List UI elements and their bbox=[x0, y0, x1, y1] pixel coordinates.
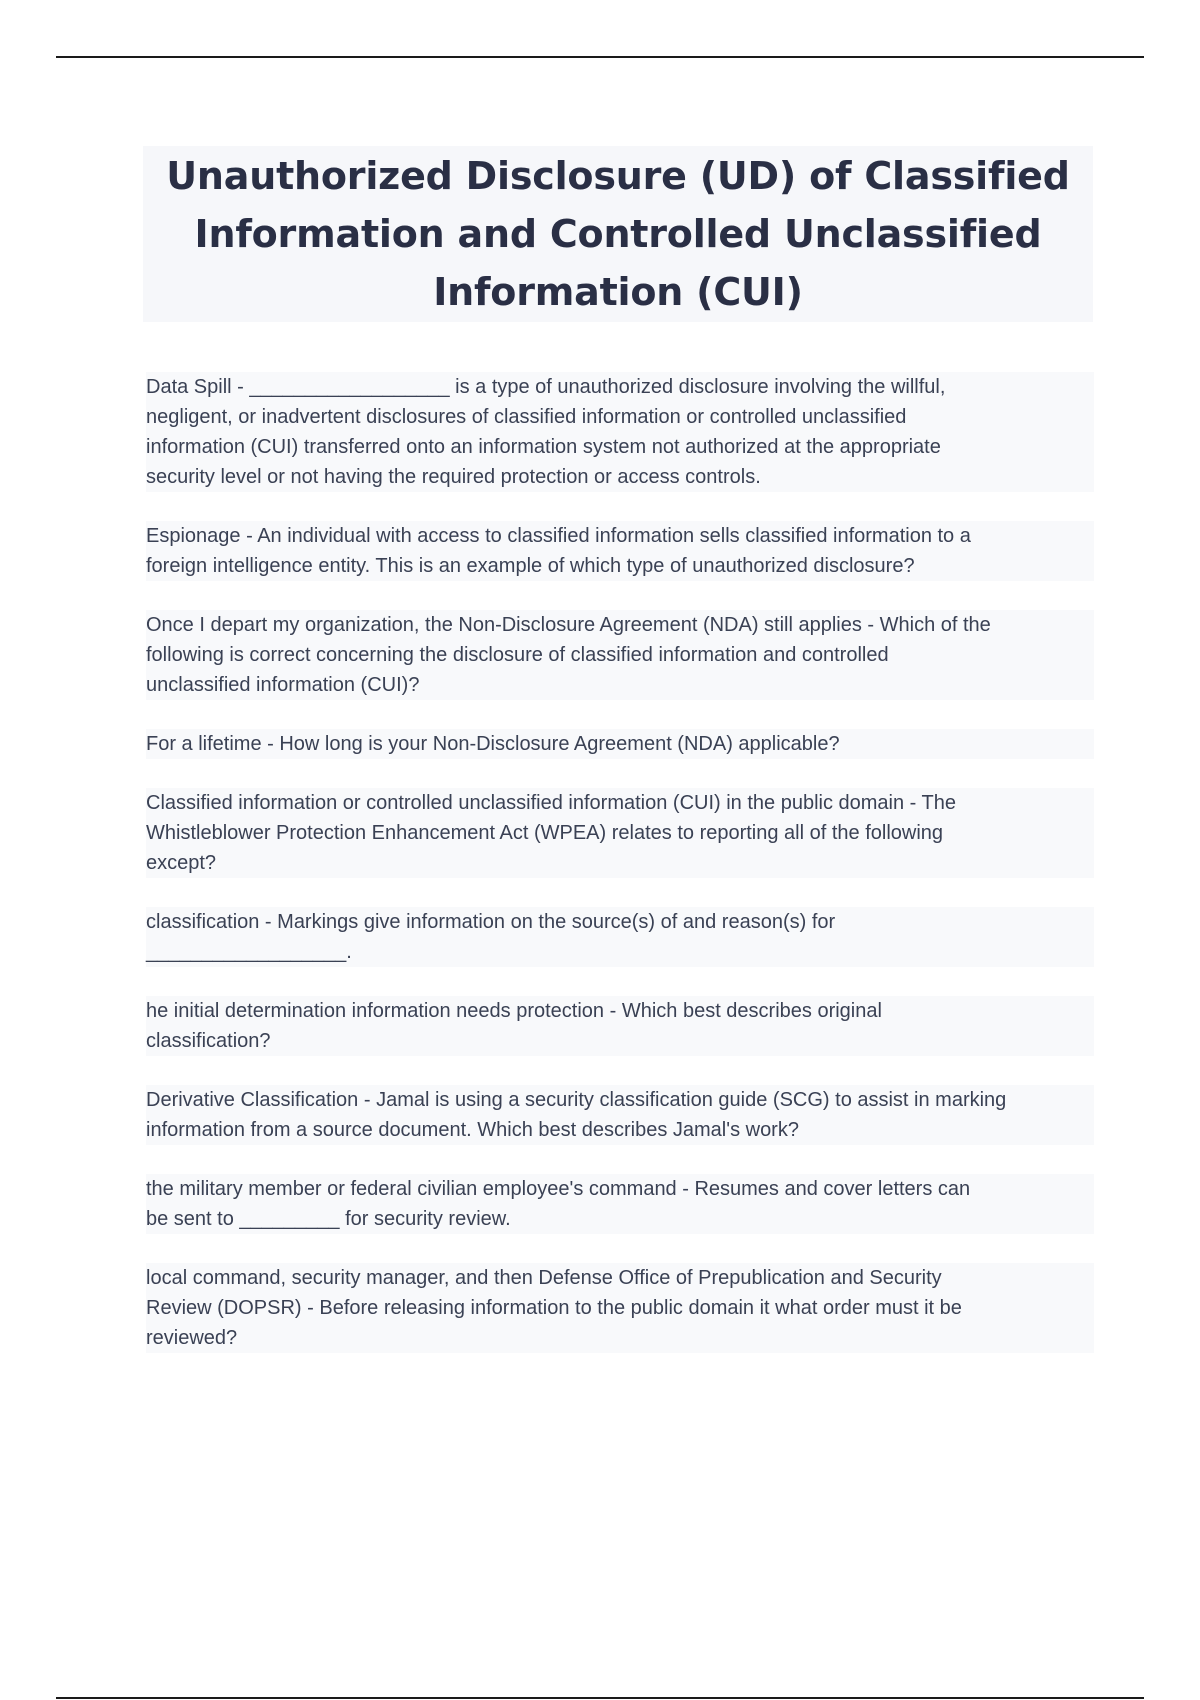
bottom-rule bbox=[56, 1697, 1144, 1699]
qa-line: Espionage - An individual with access to classified information sells classified information to a bbox=[146, 521, 1094, 551]
qa-line: Once I depart my organization, the Non-Disclosure Agreement (NDA) still applies - Which of the bbox=[146, 610, 1094, 640]
qa-line: he initial determination information needs protection - Which best describes original bbox=[146, 996, 1094, 1026]
document-title bbox=[166, 147, 1069, 321]
qa-line: For a lifetime - How long is your Non-Disclosure Agreement (NDA) applicable? bbox=[146, 729, 1094, 759]
qa-item bbox=[146, 610, 1094, 700]
qa-line: local command, security manager, and then Defense Office of Prepublication and Security bbox=[146, 1263, 1094, 1293]
top-rule bbox=[56, 56, 1144, 58]
title-line: Information (CUI) bbox=[433, 270, 803, 314]
qa-line: foreign intelligence entity. This is an example of which type of unauthorized disclosure? bbox=[146, 551, 1094, 581]
qa-item bbox=[146, 729, 1094, 759]
title-line: Information and Controlled Unclassified bbox=[194, 212, 1042, 256]
title-box bbox=[143, 146, 1093, 322]
qa-line: information from a source document. Which best describes Jamal's work? bbox=[146, 1115, 1094, 1145]
qa-line: __________________. bbox=[146, 937, 1094, 967]
qa-item bbox=[146, 1174, 1094, 1234]
qa-item bbox=[146, 1263, 1094, 1353]
qa-line: following is correct concerning the disclosure of classified information and controlled bbox=[146, 640, 1094, 670]
qa-list bbox=[146, 372, 1094, 1382]
qa-line: negligent, or inadvertent disclosures of classified information or controlled unclassified bbox=[146, 402, 1094, 432]
qa-item bbox=[146, 996, 1094, 1056]
qa-line: Review (DOPSR) - Before releasing information to the public domain it what order must it be bbox=[146, 1293, 1094, 1323]
qa-item bbox=[146, 372, 1094, 492]
qa-line: except? bbox=[146, 848, 1094, 878]
qa-line: classification - Markings give information on the source(s) of and reason(s) for bbox=[146, 907, 1094, 937]
qa-line: classification? bbox=[146, 1026, 1094, 1056]
qa-item bbox=[146, 788, 1094, 878]
qa-item bbox=[146, 1085, 1094, 1145]
qa-line: Classified information or controlled unclassified information (CUI) in the public domain - The bbox=[146, 788, 1094, 818]
qa-line: Data Spill - __________________ is a type of unauthorized disclosure involving the willful, bbox=[146, 372, 1094, 402]
qa-item bbox=[146, 907, 1094, 967]
qa-line: reviewed? bbox=[146, 1323, 1094, 1353]
qa-item bbox=[146, 521, 1094, 581]
qa-line: Derivative Classification - Jamal is using a security classification guide (SCG) to assist in marking bbox=[146, 1085, 1094, 1115]
qa-line: security level or not having the required protection or access controls. bbox=[146, 462, 1094, 492]
title-line: Unauthorized Disclosure (UD) of Classified bbox=[166, 154, 1070, 198]
qa-line: information (CUI) transferred onto an information system not authorized at the appropriate bbox=[146, 432, 1094, 462]
qa-line: the military member or federal civilian employee's command - Resumes and cover letters can bbox=[146, 1174, 1094, 1204]
qa-line: be sent to _________ for security review. bbox=[146, 1204, 1094, 1234]
qa-line: unclassified information (CUI)? bbox=[146, 670, 1094, 700]
qa-line: Whistleblower Protection Enhancement Act (WPEA) relates to reporting all of the following bbox=[146, 818, 1094, 848]
